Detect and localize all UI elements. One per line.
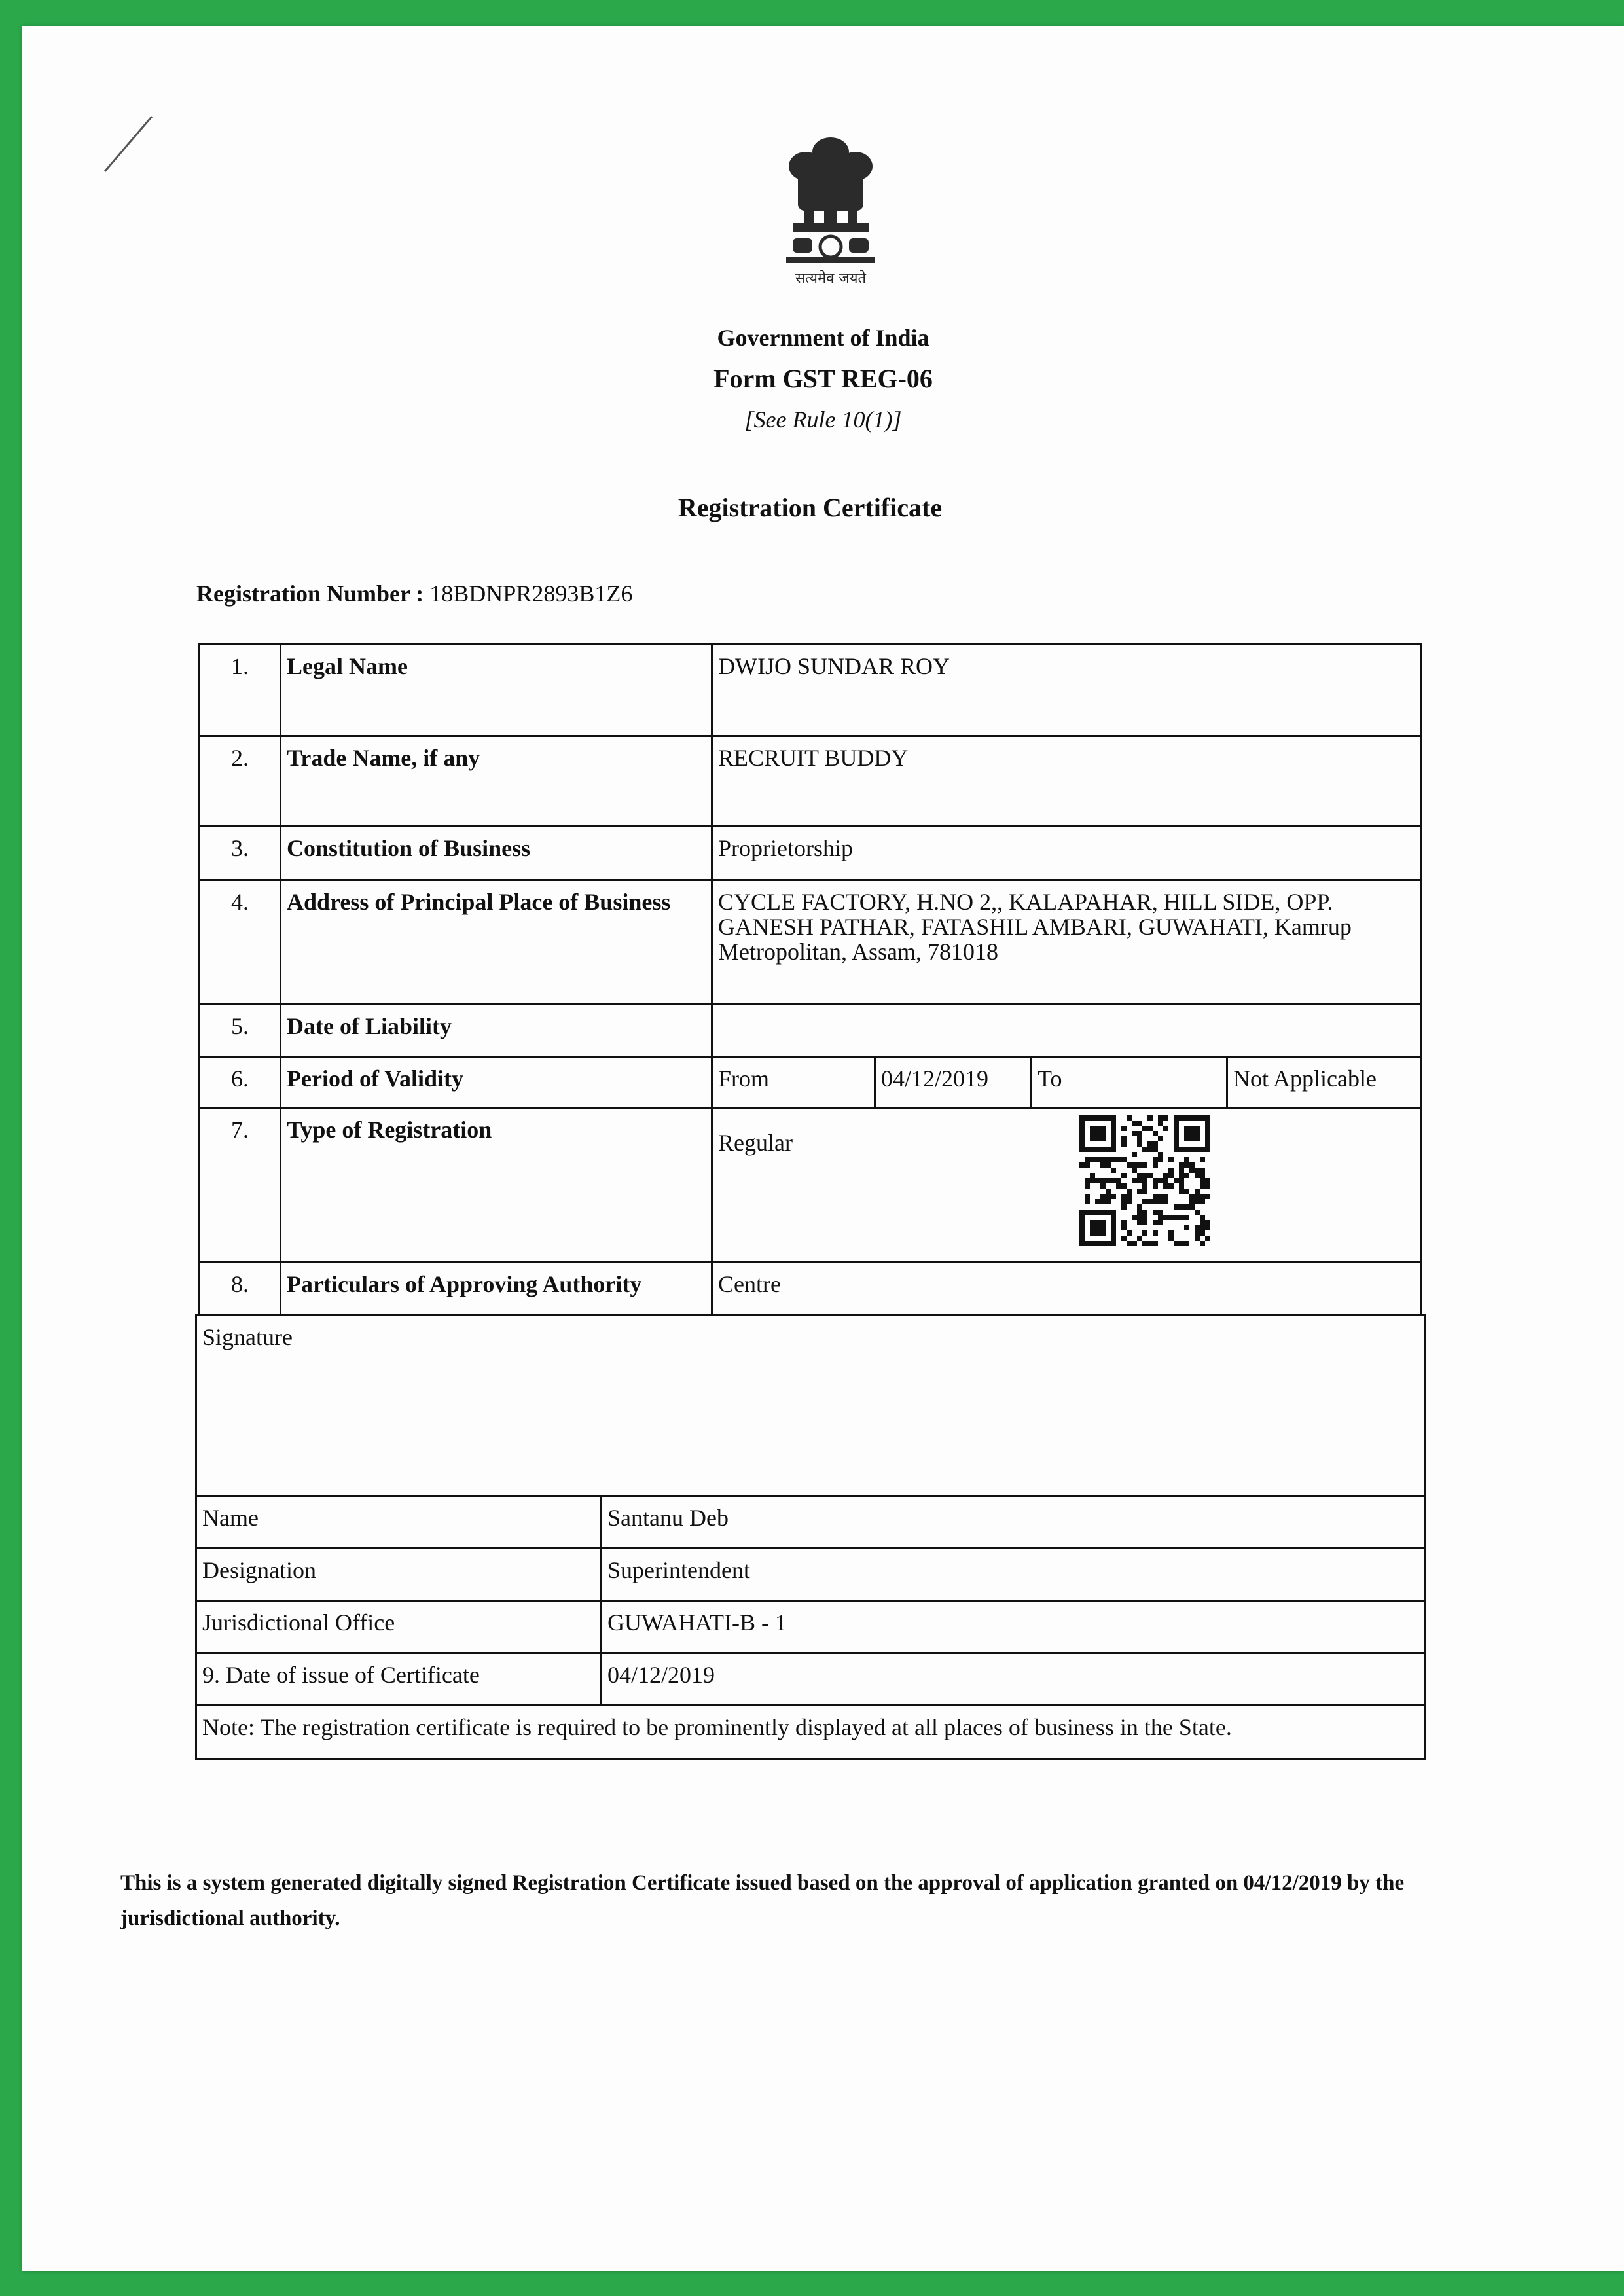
row-number: 6. — [200, 1057, 281, 1108]
legal-name-value: DWIJO SUNDAR ROY — [712, 645, 1422, 736]
row-label: Period of Validity — [281, 1057, 712, 1108]
constitution-value: Proprietorship — [712, 827, 1422, 880]
svg-text:सत्यमेव जयते: सत्यमेव जयते — [795, 270, 867, 287]
certificate-page — [22, 26, 1624, 2271]
signature-label: Signature — [196, 1316, 1425, 1496]
government-heading: Government of India — [717, 325, 929, 351]
jurisdictional-office-value: GUWAHATI-B - 1 — [602, 1601, 1425, 1653]
display-note: Note: The registration certificate is required to be prominently displayed at all places of business in the State. — [196, 1706, 1425, 1759]
row-label: Jurisdictional Office — [196, 1601, 602, 1653]
table-row — [200, 880, 1422, 1005]
table-row — [196, 1653, 1425, 1706]
row-label: Type of Registration — [281, 1108, 712, 1263]
table-row — [200, 645, 1422, 736]
registration-type-cell — [712, 1108, 1422, 1263]
national-emblem-icon — [778, 126, 883, 289]
registration-number-value: 18BDNPR2893B1Z6 — [429, 581, 633, 607]
row-label: Name — [196, 1496, 602, 1549]
validity-from-value: 04/12/2019 — [875, 1057, 1032, 1108]
pen-mark-icon — [101, 111, 160, 177]
table-row — [200, 1263, 1422, 1315]
validity-from-label: From — [712, 1057, 875, 1108]
table-row — [196, 1549, 1425, 1601]
registration-number — [196, 580, 632, 607]
rule-reference: [See Rule 10(1)] — [744, 406, 902, 433]
table-row — [196, 1601, 1425, 1653]
date-of-liability-value — [712, 1005, 1422, 1057]
row-number: 5. — [200, 1005, 281, 1057]
registration-number-label: Registration Number : — [196, 581, 424, 607]
address-value: CYCLE FACTORY, H.NO 2,, KALAPAHAR, HILL SIDE, OPP. GANESH PATHAR, FATASHIL AMBARI, GUWAHATI, Kamrup Metropolitan, Assam, 781018 — [712, 880, 1422, 1005]
table-row — [200, 1108, 1422, 1263]
row-label: Address of Principal Place of Business — [281, 880, 712, 1005]
table-row — [200, 736, 1422, 827]
validity-to-value: Not Applicable — [1227, 1057, 1422, 1108]
table-row — [200, 1005, 1422, 1057]
row-label: Particulars of Approving Authority — [281, 1263, 712, 1315]
system-generated-note: This is a system generated digitally signed Registration Certificate issued based on the approval of application granted on 04/12/2019 by the jurisdictional authority. — [120, 1871, 1405, 1931]
signature-table — [195, 1314, 1426, 1760]
trade-name-value: RECRUIT BUDDY — [712, 736, 1422, 827]
table-row — [196, 1496, 1425, 1549]
form-name: Form GST REG-06 — [713, 364, 933, 393]
row-number: 4. — [200, 880, 281, 1005]
row-number: 3. — [200, 827, 281, 880]
table-row — [196, 1706, 1425, 1759]
row-number: 7. — [200, 1108, 281, 1263]
validity-to-label: To — [1032, 1057, 1227, 1108]
designation-value: Superintendent — [602, 1549, 1425, 1601]
signature-row — [196, 1316, 1425, 1496]
table-row — [200, 827, 1422, 880]
certificate-title: Registration Certificate — [677, 493, 943, 522]
row-number: 2. — [200, 736, 281, 827]
issue-date-value: 04/12/2019 — [602, 1653, 1425, 1706]
qr-code-icon — [1079, 1115, 1210, 1246]
officer-name-value: Santanu Deb — [602, 1496, 1425, 1549]
registration-type-value: Regular — [718, 1130, 793, 1156]
row-label: 9. Date of issue of Certificate — [196, 1653, 602, 1706]
row-label: Trade Name, if any — [281, 736, 712, 827]
row-label: Date of Liability — [281, 1005, 712, 1057]
table-row — [200, 1057, 1422, 1108]
row-number: 1. — [200, 645, 281, 736]
row-label: Designation — [196, 1549, 602, 1601]
row-label: Legal Name — [281, 645, 712, 736]
registration-details-table — [198, 643, 1422, 1316]
row-number: 8. — [200, 1263, 281, 1315]
approving-authority-value: Centre — [712, 1263, 1422, 1315]
row-label: Constitution of Business — [281, 827, 712, 880]
